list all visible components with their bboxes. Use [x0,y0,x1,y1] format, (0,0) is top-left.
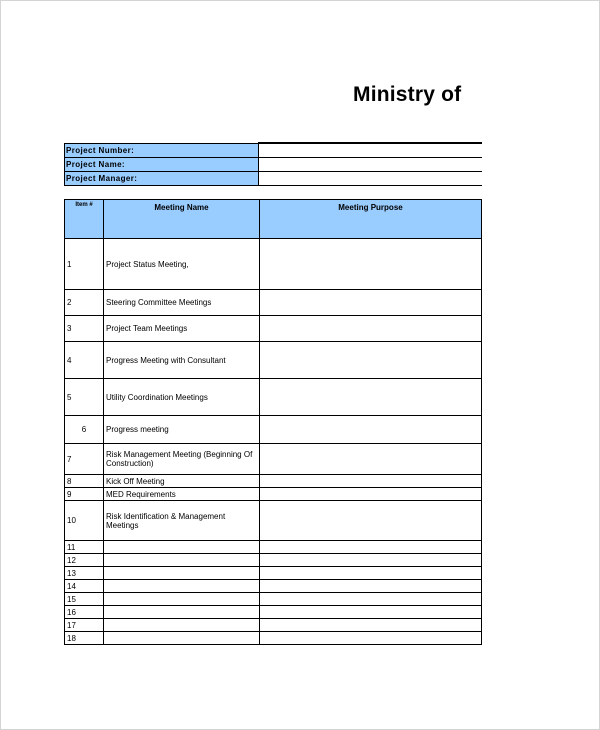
table-row [65,580,482,593]
meeting-purpose-cell[interactable] [260,580,482,593]
meeting-name-cell[interactable]: Progress meeting [104,416,260,444]
meeting-purpose-cell[interactable] [260,416,482,444]
item-number-cell: 11 [65,541,104,554]
project-name-label: Project Name: [65,158,259,172]
item-number-cell: 6 [65,416,104,444]
item-number-cell: 9 [65,488,104,501]
meeting-purpose-cell[interactable] [260,290,482,316]
table-row [65,239,482,290]
item-number-cell: 7 [65,444,104,475]
table-row [65,488,482,501]
item-number-cell: 18 [65,632,104,645]
table-row [65,593,482,606]
table-row [65,606,482,619]
table-row [65,416,482,444]
table-header-row [65,200,482,239]
item-number-cell: 10 [65,501,104,541]
meeting-purpose-cell[interactable] [260,619,482,632]
project-number-value[interactable] [259,143,483,158]
item-number-cell: 14 [65,580,104,593]
project-manager-value[interactable] [259,172,483,186]
project-number-label: Project Number: [65,143,259,158]
meeting-purpose-cell[interactable] [260,606,482,619]
item-number-header: Item # [65,200,104,239]
table-row [65,619,482,632]
meeting-purpose-cell[interactable] [260,379,482,416]
meeting-name-cell[interactable]: Steering Committee Meetings [104,290,260,316]
table-row [65,316,482,342]
meeting-name-cell[interactable]: Project Team Meetings [104,316,260,342]
meeting-purpose-cell[interactable] [260,239,482,290]
table-row [65,444,482,475]
table-row [65,290,482,316]
meeting-purpose-cell[interactable] [260,567,482,580]
meeting-name-cell[interactable] [104,606,260,619]
project-info-table [64,142,482,186]
table-row [65,632,482,645]
item-number-cell: 1 [65,239,104,290]
table-row [65,379,482,416]
project-name-value[interactable] [259,158,483,172]
item-number-cell: 2 [65,290,104,316]
item-number-cell: 8 [65,475,104,488]
meeting-purpose-cell[interactable] [260,541,482,554]
meeting-purpose-cell[interactable] [260,316,482,342]
document-title: Ministry of [353,83,462,106]
meeting-name-cell[interactable]: Kick Off Meeting [104,475,260,488]
meeting-name-cell[interactable]: MED Requirements [104,488,260,501]
meeting-name-cell[interactable] [104,567,260,580]
meeting-name-cell[interactable] [104,541,260,554]
table-row [65,554,482,567]
meeting-purpose-cell[interactable] [260,444,482,475]
item-number-cell: 13 [65,567,104,580]
table-row [65,342,482,379]
table-row [65,475,482,488]
item-number-cell: 15 [65,593,104,606]
meeting-purpose-cell[interactable] [260,488,482,501]
meeting-purpose-header: Meeting Purpose [260,200,482,239]
meeting-name-cell[interactable]: Risk Management Meeting (Beginning Of Construction) [104,444,260,475]
meeting-name-cell[interactable] [104,593,260,606]
project-number-row [65,143,483,158]
project-name-row [65,158,483,172]
project-manager-label: Project Manager: [65,172,259,186]
item-number-cell: 4 [65,342,104,379]
meeting-name-cell[interactable]: Risk Identification & Management Meetings [104,501,260,541]
meeting-name-cell[interactable] [104,554,260,567]
table-row [65,501,482,541]
table-row [65,567,482,580]
meeting-purpose-cell[interactable] [260,342,482,379]
meeting-name-header: Meeting Name [104,200,260,239]
item-number-cell: 16 [65,606,104,619]
item-number-cell: 5 [65,379,104,416]
meeting-name-cell[interactable]: Progress Meeting with Consultant [104,342,260,379]
meeting-name-cell[interactable] [104,632,260,645]
meeting-purpose-cell[interactable] [260,475,482,488]
meeting-purpose-cell[interactable] [260,632,482,645]
meeting-name-cell[interactable]: Project Status Meeting, [104,239,260,290]
meeting-purpose-cell[interactable] [260,593,482,606]
meeting-name-cell[interactable] [104,580,260,593]
item-number-cell: 3 [65,316,104,342]
meeting-name-cell[interactable] [104,619,260,632]
item-number-cell: 17 [65,619,104,632]
meeting-purpose-cell[interactable] [260,501,482,541]
meeting-purpose-cell[interactable] [260,554,482,567]
meeting-name-cell[interactable]: Utility Coordination Meetings [104,379,260,416]
item-number-cell: 12 [65,554,104,567]
meetings-table [64,199,482,645]
table-row [65,541,482,554]
project-manager-row [65,172,483,186]
